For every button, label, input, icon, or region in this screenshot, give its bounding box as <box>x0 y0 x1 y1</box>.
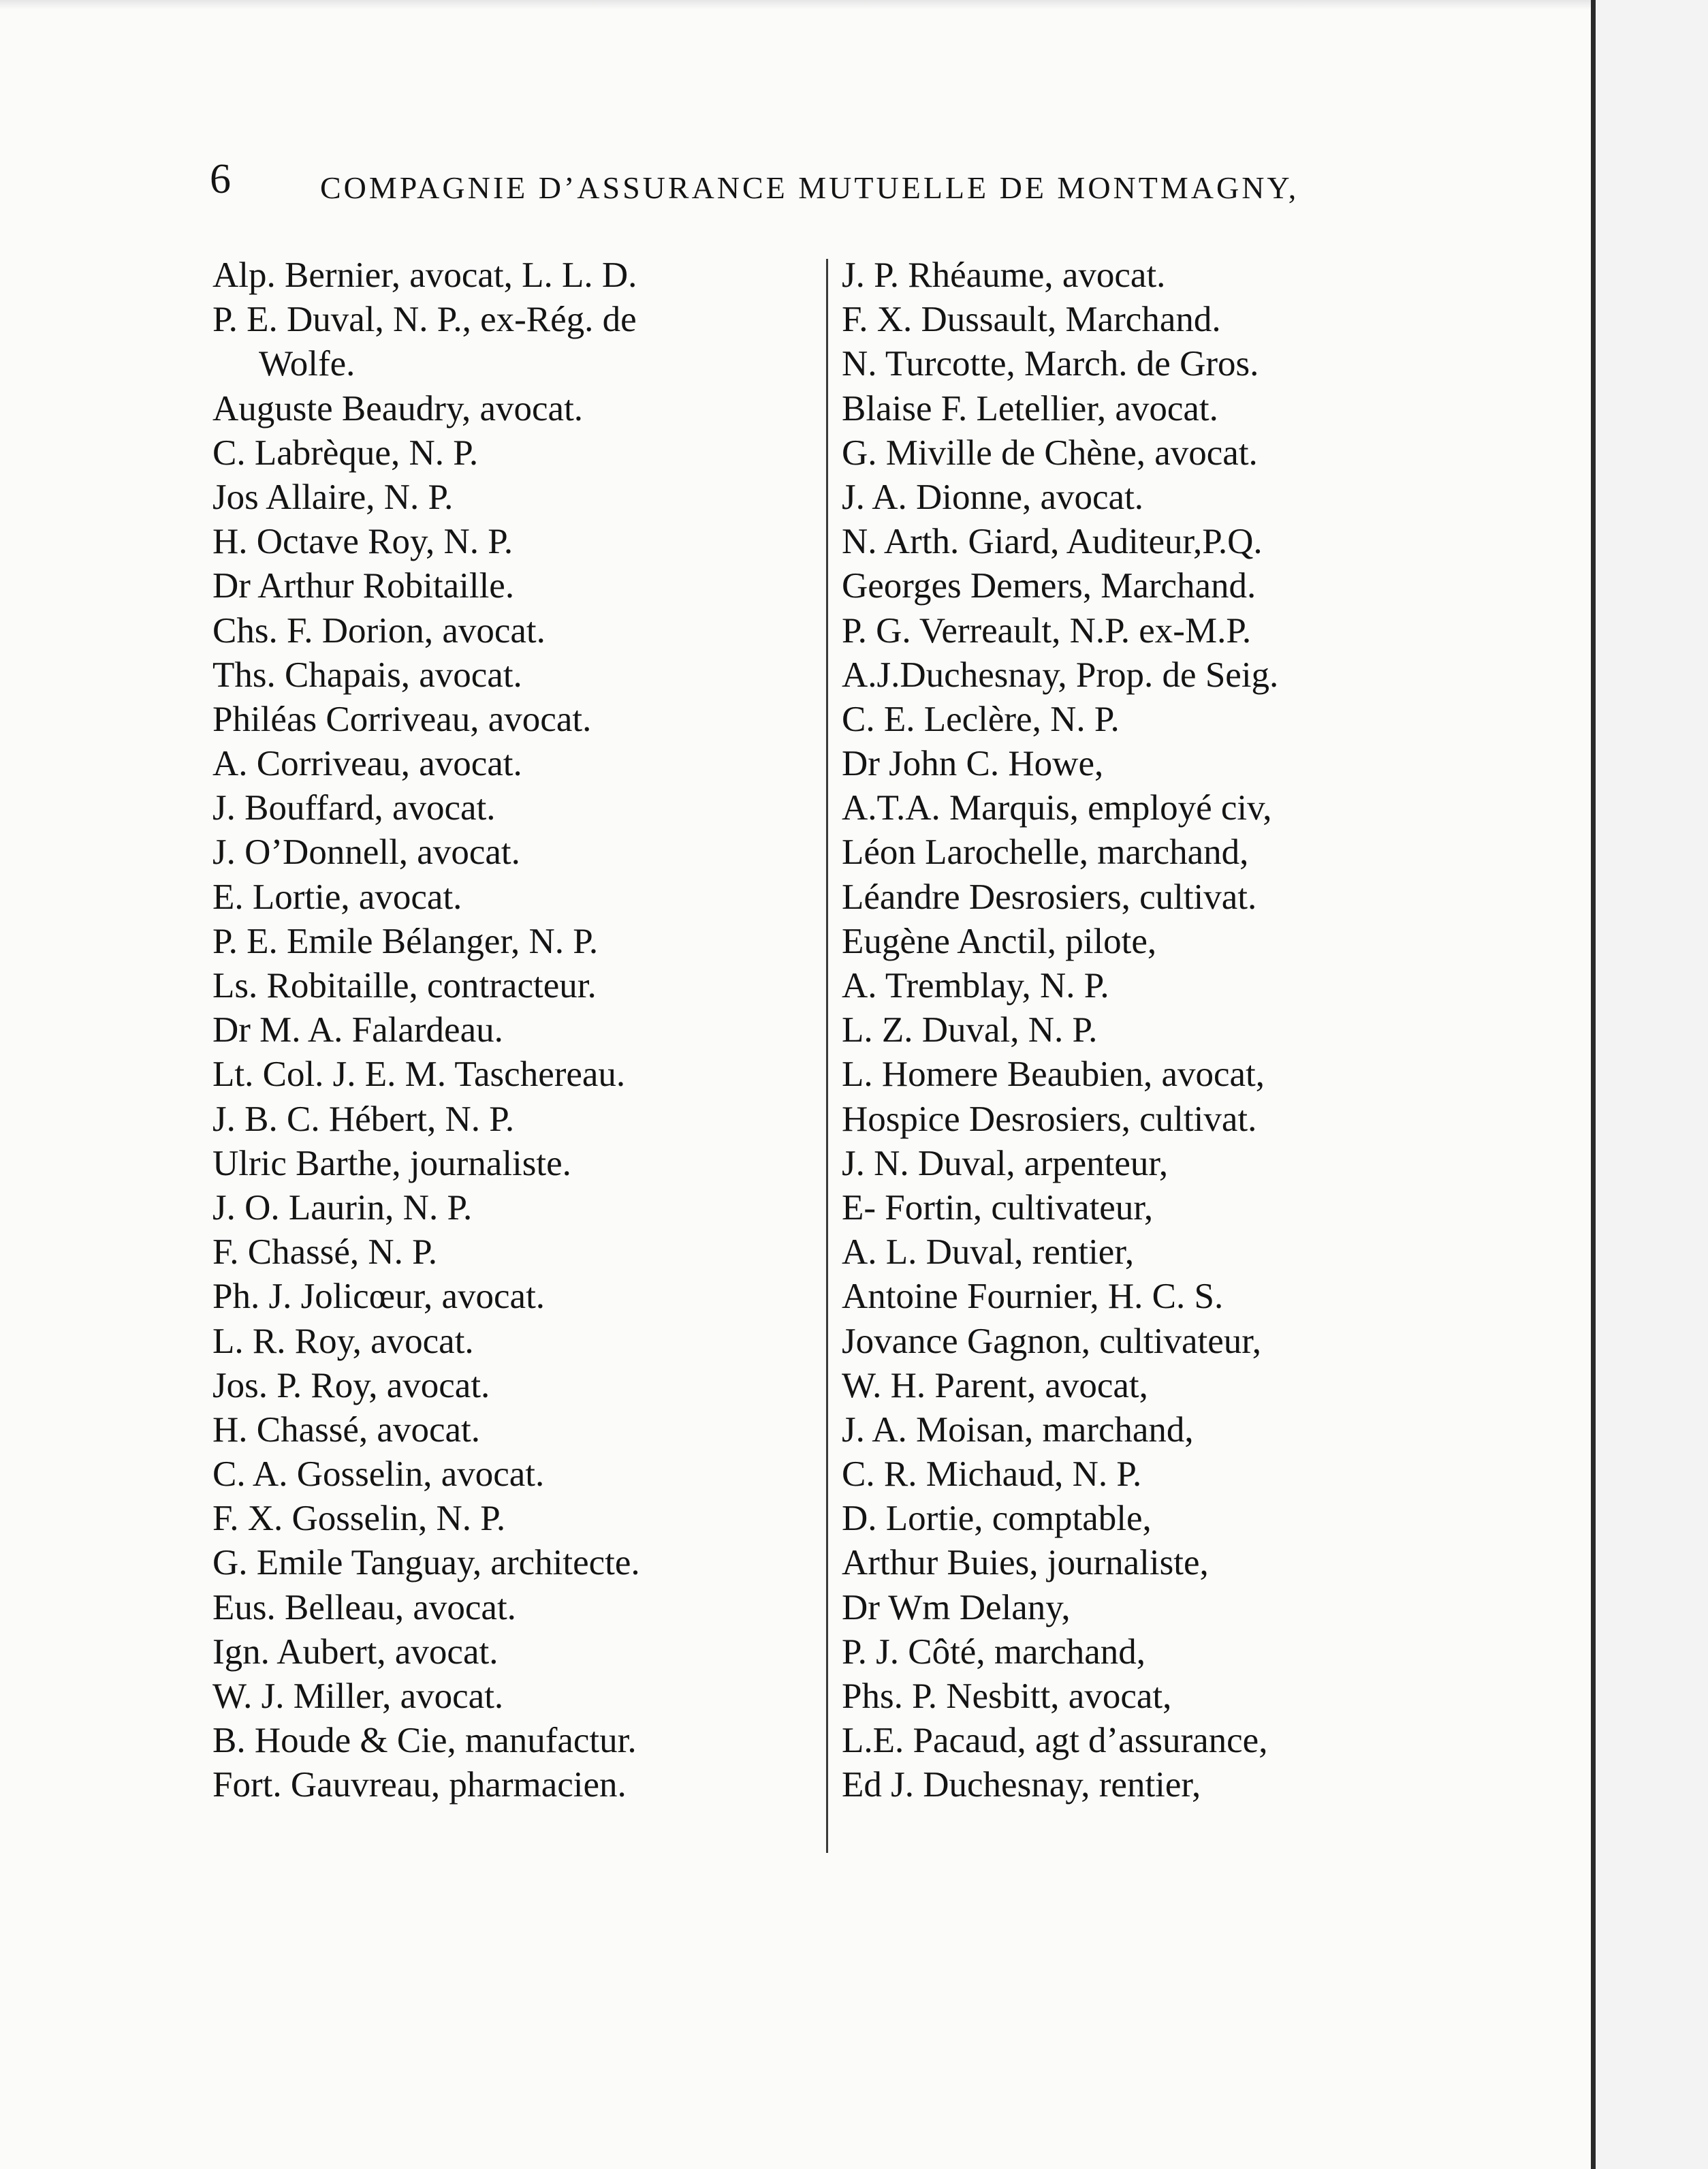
list-item: Jos Allaire, N. P. <box>212 477 454 517</box>
list-item: W. H. Parent, avocat, <box>842 1365 1148 1405</box>
right-margin <box>1596 0 1708 2169</box>
list-item: P. G. Verreault, N.P. ex-M.P. <box>842 610 1252 651</box>
list-item: A. L. Duval, rentier, <box>842 1232 1135 1273</box>
list-item: Léandre Desrosiers, cultivat. <box>842 877 1257 917</box>
list-item: J. O. Laurin, N. P. <box>212 1187 473 1228</box>
list-item: J. P. Rhéaume, avocat. <box>842 255 1166 295</box>
list-item: Jos. P. Roy, avocat. <box>212 1365 490 1405</box>
list-item: G. Miville de Chène, avocat. <box>842 433 1258 473</box>
list-item: A. Tremblay, N. P. <box>842 966 1109 1005</box>
list-item: Ths. Chapais, avocat. <box>212 655 522 695</box>
list-item: Lt. Col. J. E. M. Taschereau. <box>212 1055 626 1095</box>
list-item: J. N. Duval, arpenteur, <box>842 1143 1169 1183</box>
list-item: Phs. P. Nesbitt, avocat, <box>842 1676 1172 1716</box>
list-item: J. O’Donnell, avocat. <box>212 832 520 873</box>
list-item: P. J. Côté, marchand, <box>842 1632 1146 1672</box>
list-item: A. Corriveau, avocat. <box>212 744 522 784</box>
list-item: A.T.A. Marquis, employé civ, <box>842 788 1272 828</box>
list-item: Ign. Aubert, avocat. <box>212 1632 499 1672</box>
list-item: Ph. J. Jolicœur, avocat. <box>212 1277 545 1317</box>
list-item: Blaise F. Letellier, avocat. <box>842 388 1218 428</box>
list-item: Dr John C. Howe, <box>842 744 1104 784</box>
list-item: E- Fortin, cultivateur, <box>842 1187 1154 1228</box>
left-column <box>212 253 812 1808</box>
list-item: Hospice Desrosiers, cultivat. <box>842 1099 1257 1139</box>
list-item: L. Homere Beaubien, avocat, <box>842 1055 1265 1095</box>
list-item: Jovance Gagnon, cultivateur, <box>842 1321 1261 1361</box>
list-item: Dr M. A. Falardeau. <box>212 1010 503 1050</box>
list-item: N. Arth. Giard, Auditeur,P.Q. <box>842 522 1263 562</box>
page-number: 6 <box>210 156 231 202</box>
list-item: F. X. Dussault, Marchand. <box>842 300 1221 340</box>
list-item: Alp. Bernier, avocat, L. L. D. <box>212 255 637 295</box>
list-item: H. Chassé, avocat. <box>212 1409 480 1450</box>
list-item: J. A. Moisan, marchand, <box>842 1409 1194 1450</box>
list-item: P. E. Emile Bélanger, N. P. <box>212 921 599 961</box>
list-item: Eus. Belleau, avocat. <box>212 1587 516 1627</box>
list-item: F. X. Gosselin, N. P. <box>212 1499 506 1539</box>
running-title: COMPAGNIE D’ASSURANCE MUTUELLE DE MONTMAGNY, <box>320 170 1299 205</box>
list-item: Arthur Buies, journaliste, <box>842 1543 1209 1583</box>
list-item: Léon Larochelle, marchand, <box>842 832 1249 873</box>
list-item: J. Bouffard, avocat. <box>212 788 496 828</box>
list-item: Eugène Anctil, pilote, <box>842 921 1157 961</box>
list-item: C. Labrèque, N. P. <box>212 433 479 473</box>
list-item: Philéas Corriveau, avocat. <box>212 699 592 739</box>
list-item: C. R. Michaud, N. P. <box>842 1454 1142 1495</box>
list-item: J. A. Dionne, avocat. <box>842 477 1144 517</box>
page-edge-rule <box>1591 0 1596 2169</box>
list-item: Chs. F. Dorion, avocat. <box>212 610 545 651</box>
column-divider <box>826 259 828 1853</box>
list-item: C. E. Leclère, N. P. <box>842 699 1120 739</box>
list-item: A.J.Duchesnay, Prop. de Seig. <box>842 655 1279 695</box>
list-item: Georges Demers, Marchand. <box>842 566 1256 606</box>
list-item: F. Chassé, N. P. <box>212 1232 438 1273</box>
list-item: P. E. Duval, N. P., ex-Rég. de <box>212 300 637 340</box>
list-item: L.E. Pacaud, agt d’assurance, <box>842 1721 1268 1761</box>
page-top-edge <box>0 0 1708 10</box>
list-item: Dr Arthur Robitaille. <box>212 566 515 606</box>
list-item: W. J. Miller, avocat. <box>212 1676 504 1716</box>
list-item: Dr Wm Delany, <box>842 1587 1071 1627</box>
list-item: N. Turcotte, March. de Gros. <box>842 344 1259 384</box>
list-item: Auguste Beaudry, avocat. <box>212 388 584 428</box>
right-column <box>842 253 1523 1808</box>
list-item: Ls. Robitaille, contracteur. <box>212 966 597 1005</box>
list-item: L. Z. Duval, N. P. <box>842 1010 1098 1050</box>
list-item: Fort. Gauvreau, pharmacien. <box>212 1765 627 1805</box>
list-item: D. Lortie, comptable, <box>842 1499 1152 1539</box>
list-item: G. Emile Tanguay, architecte. <box>212 1543 640 1583</box>
list-item: Ed J. Duchesnay, rentier, <box>842 1765 1201 1805</box>
list-item: L. R. Roy, avocat. <box>212 1321 474 1361</box>
list-item: E. Lortie, avocat. <box>212 877 462 917</box>
list-item: B. Houde & Cie, manufactur. <box>212 1721 637 1761</box>
list-item-continuation: Wolfe. <box>259 344 355 384</box>
list-item: Antoine Fournier, H. C. S. <box>842 1277 1224 1317</box>
list-item: J. B. C. Hébert, N. P. <box>212 1099 515 1139</box>
list-item: Ulric Barthe, journaliste. <box>212 1143 571 1183</box>
list-item: H. Octave Roy, N. P. <box>212 522 513 562</box>
list-item: C. A. Gosselin, avocat. <box>212 1454 545 1495</box>
